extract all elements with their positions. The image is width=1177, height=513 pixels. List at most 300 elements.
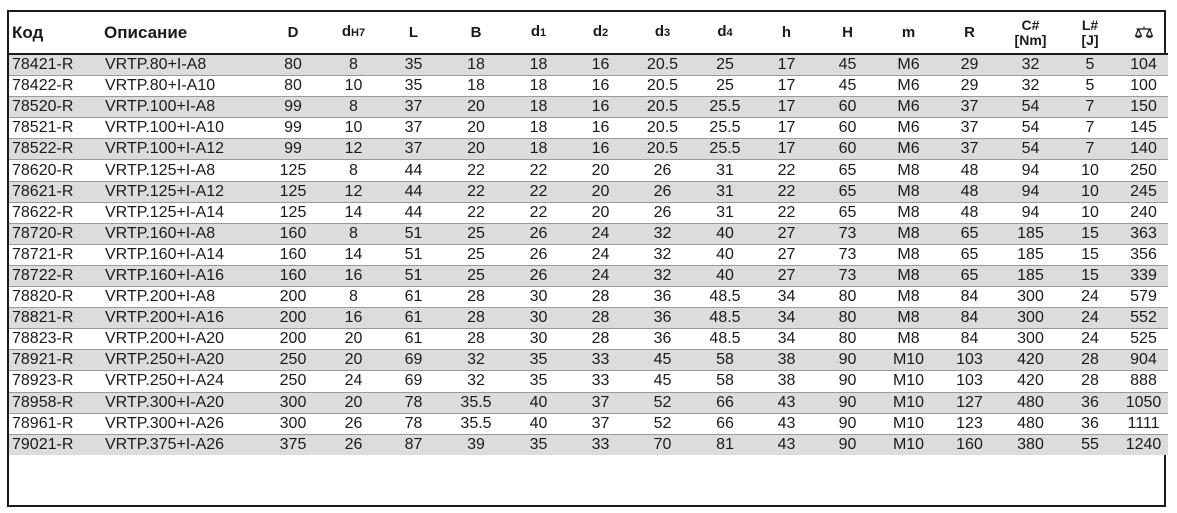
cell-d2: 16: [570, 139, 631, 160]
cell-description: VRTP.160+I-A14: [101, 244, 261, 265]
cell-L-j: 10: [1061, 202, 1119, 223]
cell-weight: 904: [1119, 350, 1168, 371]
cell-d4: 25: [694, 76, 756, 97]
table-row: [9, 76, 1168, 97]
cell-description: VRTP.250+I-A24: [101, 371, 261, 392]
header-C: [1000, 12, 1061, 54]
cell-description: VRTP.375+I-A26: [101, 434, 261, 455]
cell-L: 51: [382, 223, 445, 244]
cell-R: 123: [939, 413, 1000, 434]
header-H: H: [817, 12, 878, 54]
cell-L-j: 28: [1061, 371, 1119, 392]
cell-L: 37: [382, 97, 445, 118]
cell-d2: 16: [570, 76, 631, 97]
cell-d3: 20.5: [631, 118, 694, 139]
header-dH7-main: d: [341, 23, 352, 40]
cell-d3: 32: [631, 244, 694, 265]
cell-D: 160: [261, 244, 325, 265]
table-header-row: [9, 12, 1168, 54]
cell-B: 28: [445, 308, 507, 329]
cell-d2: 24: [570, 223, 631, 244]
cell-code: 78923-R: [9, 371, 101, 392]
cell-code: 78621-R: [9, 181, 101, 202]
cell-code: 78521-R: [9, 118, 101, 139]
cell-m: M10: [878, 413, 939, 434]
cell-L: 78: [382, 413, 445, 434]
cell-m: M10: [878, 350, 939, 371]
cell-d4: 66: [694, 392, 756, 413]
cell-R: 37: [939, 97, 1000, 118]
cell-d4: 48.5: [694, 287, 756, 308]
cell-h: 38: [756, 371, 817, 392]
cell-d4: 40: [694, 244, 756, 265]
cell-h: 43: [756, 392, 817, 413]
header-d3-main: d: [654, 23, 665, 40]
cell-d3: 26: [631, 202, 694, 223]
cell-R: 103: [939, 350, 1000, 371]
cell-R: 37: [939, 118, 1000, 139]
cell-L: 35: [382, 54, 445, 76]
cell-H: 80: [817, 329, 878, 350]
cell-description: VRTP.160+I-A16: [101, 265, 261, 286]
cell-dH7: 20: [325, 329, 382, 350]
cell-H: 90: [817, 350, 878, 371]
cell-d3: 32: [631, 223, 694, 244]
cell-R: 48: [939, 202, 1000, 223]
cell-D: 125: [261, 160, 325, 181]
cell-dH7: 8: [325, 97, 382, 118]
header-weight: [1119, 12, 1168, 54]
header-d2-main: d: [592, 23, 603, 40]
cell-L: 69: [382, 350, 445, 371]
cell-d1: 22: [507, 181, 570, 202]
cell-d4: 58: [694, 350, 756, 371]
cell-d4: 81: [694, 434, 756, 455]
cell-d2: 33: [570, 371, 631, 392]
cell-H: 73: [817, 265, 878, 286]
cell-L-j: 5: [1061, 54, 1119, 76]
cell-weight: 356: [1119, 244, 1168, 265]
table-row: [9, 244, 1168, 265]
cell-description: VRTP.125+I-A12: [101, 181, 261, 202]
table-row: [9, 413, 1168, 434]
cell-d4: 31: [694, 160, 756, 181]
cell-d2: 24: [570, 265, 631, 286]
cell-L: 37: [382, 118, 445, 139]
header-code: Код: [9, 12, 101, 54]
cell-B: 32: [445, 350, 507, 371]
cell-C-nm: 380: [1000, 434, 1061, 455]
cell-code: 78620-R: [9, 160, 101, 181]
cell-code: 78520-R: [9, 97, 101, 118]
cell-description: VRTP.125+I-A14: [101, 202, 261, 223]
cell-weight: 240: [1119, 202, 1168, 223]
cell-R: 48: [939, 160, 1000, 181]
cell-code: 78721-R: [9, 244, 101, 265]
cell-B: 20: [445, 97, 507, 118]
table-body: [9, 54, 1168, 455]
cell-H: 90: [817, 371, 878, 392]
cell-h: 17: [756, 97, 817, 118]
header-d2: [570, 12, 631, 54]
cell-R: 84: [939, 308, 1000, 329]
cell-m: M8: [878, 160, 939, 181]
cell-L-j: 7: [1061, 139, 1119, 160]
cell-H: 73: [817, 223, 878, 244]
cell-h: 27: [756, 244, 817, 265]
cell-dH7: 12: [325, 181, 382, 202]
cell-L-j: 28: [1061, 350, 1119, 371]
header-h: h: [756, 12, 817, 54]
cell-D: 250: [261, 371, 325, 392]
cell-R: 84: [939, 329, 1000, 350]
cell-d2: 16: [570, 118, 631, 139]
header-Lj: [1061, 12, 1119, 54]
cell-C-nm: 32: [1000, 54, 1061, 76]
cell-B: 39: [445, 434, 507, 455]
cell-R: 48: [939, 181, 1000, 202]
cell-d2: 37: [570, 413, 631, 434]
header-D: D: [261, 12, 325, 54]
cell-h: 34: [756, 329, 817, 350]
cell-C-nm: 94: [1000, 181, 1061, 202]
cell-h: 22: [756, 160, 817, 181]
header-d4-main: d: [717, 23, 727, 40]
cell-dH7: 14: [325, 244, 382, 265]
cell-weight: 245: [1119, 181, 1168, 202]
cell-L-j: 15: [1061, 223, 1119, 244]
cell-B: 28: [445, 287, 507, 308]
cell-d3: 36: [631, 329, 694, 350]
cell-D: 125: [261, 202, 325, 223]
cell-h: 17: [756, 54, 817, 76]
cell-C-nm: 94: [1000, 202, 1061, 223]
cell-d4: 25.5: [694, 139, 756, 160]
cell-B: 35.5: [445, 392, 507, 413]
cell-d3: 36: [631, 287, 694, 308]
product-table: [9, 12, 1168, 455]
cell-dH7: 10: [325, 76, 382, 97]
cell-D: 200: [261, 308, 325, 329]
cell-d2: 16: [570, 54, 631, 76]
header-description: Описание: [101, 12, 261, 54]
cell-weight: 1111: [1119, 413, 1168, 434]
cell-H: 65: [817, 160, 878, 181]
cell-description: VRTP.100+I-A10: [101, 118, 261, 139]
cell-d4: 40: [694, 223, 756, 244]
cell-d3: 32: [631, 265, 694, 286]
cell-B: 25: [445, 244, 507, 265]
cell-B: 25: [445, 265, 507, 286]
cell-d2: 28: [570, 287, 631, 308]
cell-R: 29: [939, 76, 1000, 97]
cell-d1: 30: [507, 308, 570, 329]
cell-weight: 552: [1119, 308, 1168, 329]
cell-L: 51: [382, 265, 445, 286]
cell-m: M8: [878, 265, 939, 286]
cell-d3: 26: [631, 181, 694, 202]
cell-d2: 28: [570, 308, 631, 329]
cell-H: 90: [817, 434, 878, 455]
cell-h: 27: [756, 265, 817, 286]
table-row: [9, 329, 1168, 350]
cell-d1: 18: [507, 97, 570, 118]
cell-m: M10: [878, 371, 939, 392]
product-table-frame: [7, 10, 1166, 507]
cell-C-nm: 185: [1000, 265, 1061, 286]
cell-C-nm: 54: [1000, 118, 1061, 139]
cell-d4: 66: [694, 413, 756, 434]
cell-d3: 36: [631, 308, 694, 329]
cell-H: 73: [817, 244, 878, 265]
cell-d2: 28: [570, 329, 631, 350]
cell-d3: 20.5: [631, 54, 694, 76]
header-d2-sub: 2: [602, 27, 609, 39]
cell-D: 99: [261, 97, 325, 118]
cell-d3: 26: [631, 160, 694, 181]
cell-code: 78821-R: [9, 308, 101, 329]
cell-d2: 33: [570, 434, 631, 455]
cell-L: 87: [382, 434, 445, 455]
cell-R: 37: [939, 139, 1000, 160]
table-row: [9, 97, 1168, 118]
cell-L: 37: [382, 139, 445, 160]
cell-m: M8: [878, 181, 939, 202]
cell-d1: 18: [507, 139, 570, 160]
cell-R: 65: [939, 223, 1000, 244]
header-dH7: [325, 12, 382, 54]
cell-d1: 18: [507, 54, 570, 76]
cell-R: 29: [939, 54, 1000, 76]
cell-weight: 250: [1119, 160, 1168, 181]
cell-code: 79021-R: [9, 434, 101, 455]
cell-description: VRTP.80+I-A10: [101, 76, 261, 97]
cell-C-nm: 54: [1000, 97, 1061, 118]
cell-dH7: 10: [325, 118, 382, 139]
cell-description: VRTP.160+I-A8: [101, 223, 261, 244]
cell-C-nm: 480: [1000, 392, 1061, 413]
cell-weight: 888: [1119, 371, 1168, 392]
cell-D: 250: [261, 350, 325, 371]
cell-m: M8: [878, 308, 939, 329]
cell-H: 90: [817, 413, 878, 434]
cell-h: 43: [756, 413, 817, 434]
cell-L: 44: [382, 160, 445, 181]
cell-weight: 104: [1119, 54, 1168, 76]
cell-h: 22: [756, 202, 817, 223]
cell-C-nm: 300: [1000, 329, 1061, 350]
cell-C-nm: 300: [1000, 287, 1061, 308]
cell-L: 61: [382, 329, 445, 350]
scale-icon: [1134, 25, 1154, 41]
cell-d3: 52: [631, 392, 694, 413]
header-Lj-line1: L#: [1081, 16, 1099, 33]
table-row: [9, 371, 1168, 392]
cell-d1: 18: [507, 118, 570, 139]
cell-R: 127: [939, 392, 1000, 413]
cell-d2: 33: [570, 350, 631, 371]
cell-dH7: 12: [325, 139, 382, 160]
cell-C-nm: 185: [1000, 223, 1061, 244]
cell-d1: 26: [507, 265, 570, 286]
cell-dH7: 8: [325, 223, 382, 244]
cell-d2: 20: [570, 202, 631, 223]
header-m: m: [878, 12, 939, 54]
cell-d4: 25: [694, 54, 756, 76]
cell-d2: 24: [570, 244, 631, 265]
cell-d1: 26: [507, 223, 570, 244]
cell-L-j: 36: [1061, 413, 1119, 434]
cell-d3: 52: [631, 413, 694, 434]
cell-description: VRTP.100+I-A8: [101, 97, 261, 118]
cell-d1: 18: [507, 76, 570, 97]
cell-m: M6: [878, 139, 939, 160]
cell-description: VRTP.300+I-A20: [101, 392, 261, 413]
cell-C-nm: 300: [1000, 308, 1061, 329]
cell-D: 99: [261, 139, 325, 160]
cell-h: 17: [756, 118, 817, 139]
table-row: [9, 202, 1168, 223]
header-d1-sub: 1: [540, 27, 547, 39]
cell-H: 60: [817, 139, 878, 160]
cell-weight: 525: [1119, 329, 1168, 350]
cell-code: 78958-R: [9, 392, 101, 413]
cell-D: 160: [261, 265, 325, 286]
cell-code: 78421-R: [9, 54, 101, 76]
cell-description: VRTP.200+I-A20: [101, 329, 261, 350]
table-row: [9, 392, 1168, 413]
cell-H: 60: [817, 118, 878, 139]
cell-description: VRTP.200+I-A16: [101, 308, 261, 329]
cell-L: 44: [382, 202, 445, 223]
header-Lj-line2: [J]: [1081, 31, 1099, 48]
table-row: [9, 181, 1168, 202]
cell-L-j: 7: [1061, 118, 1119, 139]
cell-R: 65: [939, 265, 1000, 286]
header-d4: [694, 12, 756, 54]
cell-D: 300: [261, 413, 325, 434]
header-C-line1: C#: [1021, 16, 1040, 33]
cell-d3: 70: [631, 434, 694, 455]
cell-m: M8: [878, 329, 939, 350]
cell-m: M8: [878, 287, 939, 308]
cell-dH7: 16: [325, 308, 382, 329]
cell-code: 78522-R: [9, 139, 101, 160]
cell-weight: 145: [1119, 118, 1168, 139]
cell-h: 27: [756, 223, 817, 244]
header-C-line2: [Nm]: [1014, 31, 1047, 48]
cell-C-nm: 420: [1000, 350, 1061, 371]
cell-code: 78921-R: [9, 350, 101, 371]
cell-C-nm: 32: [1000, 76, 1061, 97]
header-L: L: [382, 12, 445, 54]
header-d4-sub: 4: [726, 27, 733, 39]
cell-h: 34: [756, 287, 817, 308]
cell-description: VRTP.200+I-A8: [101, 287, 261, 308]
cell-m: M8: [878, 244, 939, 265]
cell-L-j: 24: [1061, 308, 1119, 329]
cell-D: 160: [261, 223, 325, 244]
cell-L: 61: [382, 308, 445, 329]
cell-weight: 339: [1119, 265, 1168, 286]
cell-weight: 1050: [1119, 392, 1168, 413]
cell-weight: 363: [1119, 223, 1168, 244]
cell-description: VRTP.100+I-A12: [101, 139, 261, 160]
cell-d4: 40: [694, 265, 756, 286]
cell-H: 60: [817, 97, 878, 118]
table-row: [9, 287, 1168, 308]
cell-dH7: 8: [325, 160, 382, 181]
cell-dH7: 20: [325, 350, 382, 371]
cell-L: 44: [382, 181, 445, 202]
cell-L: 61: [382, 287, 445, 308]
cell-L: 35: [382, 76, 445, 97]
cell-d1: 40: [507, 413, 570, 434]
cell-B: 25: [445, 223, 507, 244]
cell-d3: 20.5: [631, 139, 694, 160]
table-row: [9, 434, 1168, 455]
cell-C-nm: 420: [1000, 371, 1061, 392]
cell-L-j: 36: [1061, 392, 1119, 413]
cell-dH7: 14: [325, 202, 382, 223]
cell-d2: 16: [570, 97, 631, 118]
cell-code: 78961-R: [9, 413, 101, 434]
table-row: [9, 139, 1168, 160]
cell-dH7: 8: [325, 287, 382, 308]
cell-L: 78: [382, 392, 445, 413]
cell-L: 69: [382, 371, 445, 392]
cell-R: 103: [939, 371, 1000, 392]
cell-L-j: 24: [1061, 287, 1119, 308]
cell-L-j: 15: [1061, 244, 1119, 265]
header-d3-sub: 3: [664, 27, 671, 39]
cell-L-j: 5: [1061, 76, 1119, 97]
cell-weight: 100: [1119, 76, 1168, 97]
cell-B: 35.5: [445, 413, 507, 434]
cell-H: 45: [817, 76, 878, 97]
cell-d4: 58: [694, 371, 756, 392]
cell-d4: 31: [694, 181, 756, 202]
cell-L-j: 15: [1061, 265, 1119, 286]
cell-dH7: 26: [325, 413, 382, 434]
header-R: R: [939, 12, 1000, 54]
cell-B: 28: [445, 329, 507, 350]
cell-D: 200: [261, 329, 325, 350]
cell-d3: 45: [631, 371, 694, 392]
cell-C-nm: 480: [1000, 413, 1061, 434]
cell-H: 80: [817, 308, 878, 329]
cell-B: 20: [445, 139, 507, 160]
cell-C-nm: 94: [1000, 160, 1061, 181]
table-row: [9, 223, 1168, 244]
cell-d2: 20: [570, 160, 631, 181]
cell-d1: 35: [507, 371, 570, 392]
cell-h: 22: [756, 181, 817, 202]
header-d3: [631, 12, 694, 54]
cell-description: VRTP.80+I-A8: [101, 54, 261, 76]
cell-weight: 150: [1119, 97, 1168, 118]
cell-h: 43: [756, 434, 817, 455]
cell-d2: 20: [570, 181, 631, 202]
cell-d4: 48.5: [694, 329, 756, 350]
cell-D: 200: [261, 287, 325, 308]
cell-H: 65: [817, 202, 878, 223]
cell-D: 375: [261, 434, 325, 455]
table-row: [9, 350, 1168, 371]
cell-D: 125: [261, 181, 325, 202]
table-row: [9, 160, 1168, 181]
cell-d1: 35: [507, 434, 570, 455]
